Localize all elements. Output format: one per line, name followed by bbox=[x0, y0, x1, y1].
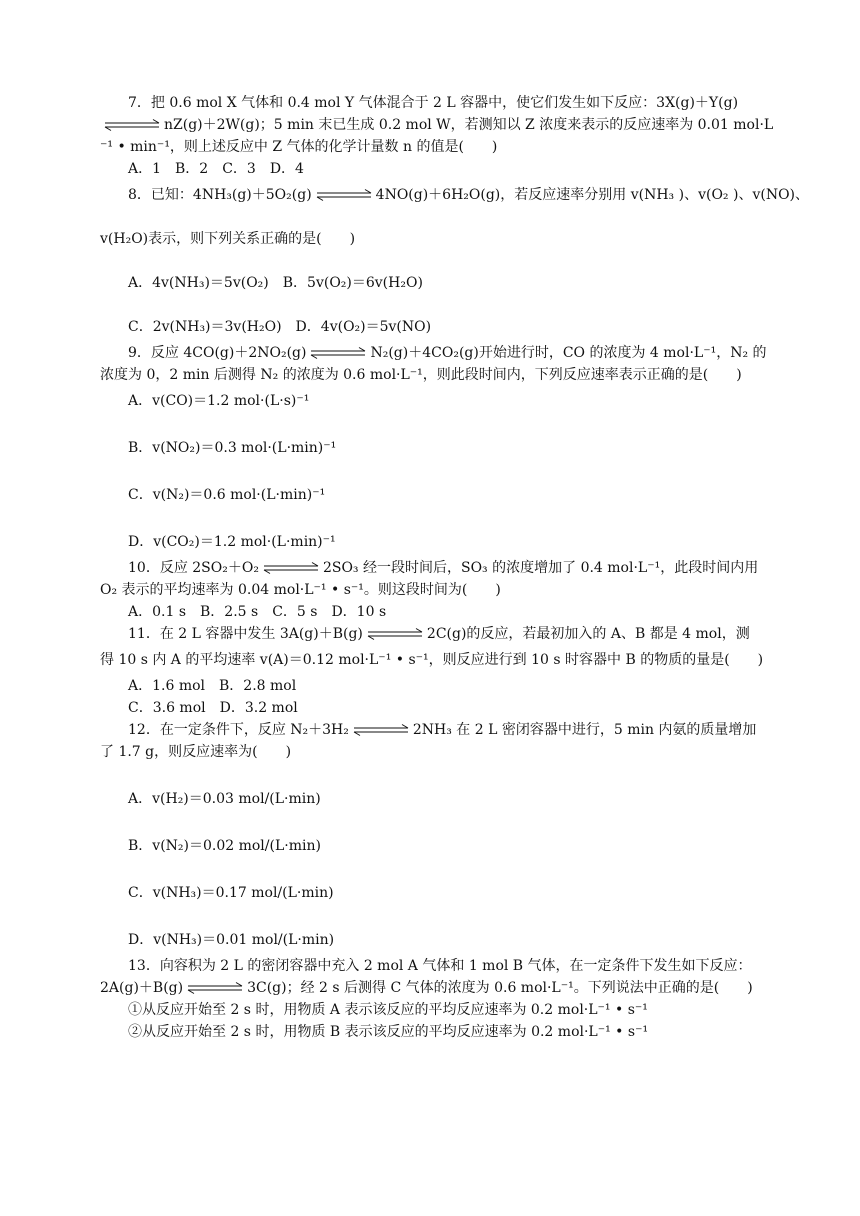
q9-option-a: A．v(CO)＝1.2 mol·(L·s)⁻¹ bbox=[128, 393, 310, 409]
q12-option-d: D．v(NH₃)＝0.01 mol/(L·min) bbox=[128, 932, 335, 948]
question-11 bbox=[100, 623, 764, 719]
q12-option-a: A．v(H₂)＝0.03 mol/(L·min) bbox=[128, 791, 321, 807]
q9-option-d: D．v(CO₂)＝1.2 mol·(L·min)⁻¹ bbox=[128, 534, 336, 550]
q7-line-3: ⁻¹ • min⁻¹，则上述反应中 Z 气体的化学计量数 n 的值是( ) bbox=[100, 139, 498, 155]
q8-line-2: v(H₂O)表示，则下列关系正确的是( ) bbox=[100, 231, 356, 247]
q10-line-2: O₂ 表示的平均速率为 0.04 mol·L⁻¹ • s⁻¹。则这段时间为( ) bbox=[100, 582, 501, 598]
q9-line-1: 9．反应 4CO(g)＋2NO₂(g) N₂(g)＋4CO₂(g)开始进行时，CO 的浓度为 4 mol·L⁻¹，N₂ 的 bbox=[128, 345, 767, 361]
equilibrium-arrow-icon bbox=[103, 119, 161, 131]
q12-line-2: 了 1.7 g，则反应速率为( ) bbox=[100, 744, 292, 760]
equilibrium-arrow-icon bbox=[309, 347, 367, 359]
equilibrium-arrow-icon bbox=[186, 982, 244, 994]
equilibrium-arrow-icon bbox=[352, 724, 410, 736]
q13-statement-1: ①从反应开始至 2 s 时，用物质 A 表示该反应的平均反应速率为 0.2 mol·L⁻¹ • s⁻¹ bbox=[128, 1002, 648, 1018]
q11-options-cd: C．3.6 mol D．3.2 mol bbox=[128, 700, 298, 716]
q13-statement-2: ②从反应开始至 2 s 时，用物质 B 表示该反应的平均反应速率为 0.2 mol·L⁻¹ • s⁻¹ bbox=[128, 1024, 649, 1040]
q9-option-b: B．v(NO₂)＝0.3 mol·(L·min)⁻¹ bbox=[128, 440, 337, 456]
q10-options: A．0.1 s B．2.5 s C．5 s D．10 s bbox=[128, 604, 387, 620]
q12-option-c: C．v(NH₃)＝0.17 mol/(L·min) bbox=[128, 885, 334, 901]
q10-line-1: 10．反应 2SO₂＋O₂ 2SO₃ 经一段时间后，SO₃ 的浓度增加了 0.4 mol·L⁻¹，此段时间内用 bbox=[128, 560, 759, 576]
q9-option-c: C．v(N₂)＝0.6 mol·(L·min)⁻¹ bbox=[128, 487, 326, 503]
q11-options-ab: A．1.6 mol B．2.8 mol bbox=[128, 678, 297, 694]
q7-line-1: 7．把 0.6 mol X 气体和 0.4 mol Y 气体混合于 2 L 容器中，使它们发生如下反应：3X(g)＋Y(g) bbox=[128, 95, 739, 111]
q9-line-2: 浓度为 0，2 min 后测得 N₂ 的浓度为 0.6 mol·L⁻¹，则此段时间内，下列反应速率表示正确的是( ) bbox=[100, 367, 742, 383]
question-8 bbox=[100, 184, 810, 338]
q12-line-1: 12．在一定条件下，反应 N₂＋3H₂ 2NH₃ 在 2 L 密闭容器中进行，5 min 内氨的质量增加 bbox=[128, 722, 757, 738]
q8-options-ab: A．4v(NH₃)＝5v(O₂) B．5v(O₂)＝6v(H₂O) bbox=[128, 275, 423, 291]
q12-option-b: B．v(N₂)＝0.02 mol/(L·min) bbox=[128, 838, 321, 854]
equilibrium-arrow-icon bbox=[262, 562, 320, 574]
q7-options: A．1 B．2 C．3 D．4 bbox=[128, 161, 304, 177]
question-10 bbox=[100, 557, 760, 623]
q8-line-1: 8．已知：4NH₃(g)＋5O₂(g) 4NO(g)＋6H₂O(g)，若反应速率分别用 v(NH₃ )、v(O₂ )、v(NO)、 bbox=[128, 187, 810, 203]
question-12 bbox=[100, 719, 760, 951]
q11-line-2: 得 10 s 内 A 的平均速率 v(A)＝0.12 mol·L⁻¹ • s⁻¹，则反应进行到 10 s 时容器中 B 的物质的量是( ) bbox=[100, 652, 764, 668]
equilibrium-arrow-icon bbox=[366, 628, 424, 640]
document-page bbox=[100, 92, 810, 1043]
question-7 bbox=[100, 92, 774, 180]
q13-line-1: 13．向容积为 2 L 的密闭容器中充入 2 mol A 气体和 1 mol B 气体，在一定条件下发生如下反应： bbox=[128, 958, 752, 974]
q13-line-2: 2A(g)＋B(g) 3C(g)；经 2 s 后测得 C 气体的浓度为 0.6 mol·L⁻¹。下列说法中正确的是( ) bbox=[100, 980, 753, 996]
equilibrium-arrow-icon bbox=[315, 189, 373, 201]
question-13 bbox=[100, 955, 760, 1043]
q8-options-cd: C．2v(NH₃)＝3v(H₂O) D．4v(O₂)＝5v(NO) bbox=[128, 319, 432, 335]
question-9 bbox=[100, 342, 767, 553]
q11-line-1: 11．在 2 L 容器中发生 3A(g)＋B(g) 2C(g)的反应，若最初加入的 A、B 都是 4 mol，测 bbox=[128, 626, 750, 642]
q7-line-2: nZ(g)＋2W(g)；5 min 末已生成 0.2 mol W，若测知以 Z 浓度来表示的反应速率为 0.01 mol·L bbox=[100, 114, 760, 136]
